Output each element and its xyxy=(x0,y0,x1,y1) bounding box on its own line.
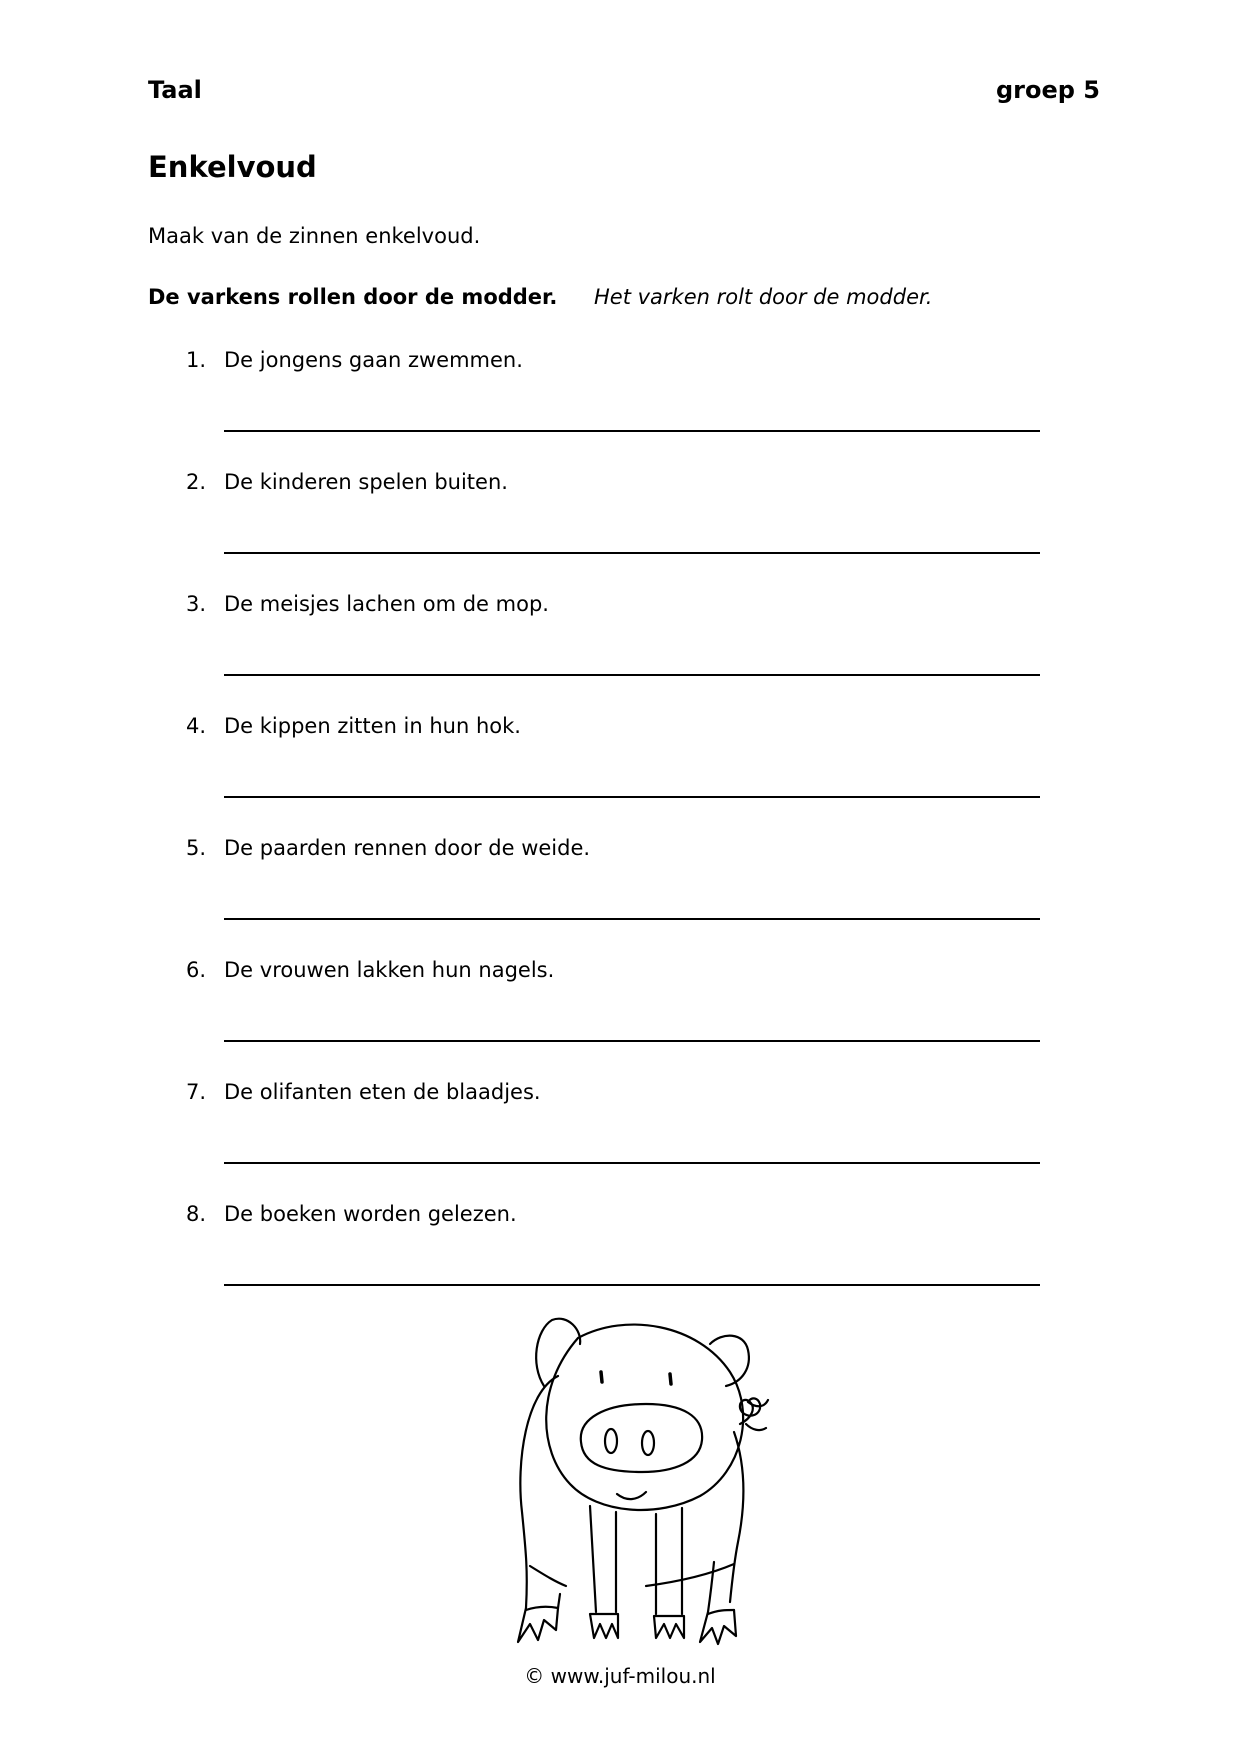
item-sentence: De meisjes lachen om de mop. xyxy=(224,592,549,616)
exercise-item xyxy=(0,348,1240,438)
answer-line[interactable] xyxy=(224,918,1040,920)
exercise-item xyxy=(0,592,1240,682)
answer-line[interactable] xyxy=(224,552,1040,554)
item-number: 3. xyxy=(185,592,206,616)
answer-line[interactable] xyxy=(224,430,1040,432)
item-number: 7. xyxy=(185,1080,206,1104)
exercise-item xyxy=(0,714,1240,804)
group-label: groep 5 xyxy=(995,76,1100,104)
item-sentence: De vrouwen lakken hun nagels. xyxy=(224,958,555,982)
item-sentence: De paarden rennen door de weide. xyxy=(224,836,591,860)
item-number: 5. xyxy=(185,836,206,860)
instruction-text: Maak van de zinnen enkelvoud. xyxy=(148,224,481,248)
item-sentence: De kinderen spelen buiten. xyxy=(224,470,508,494)
page-title: Enkelvoud xyxy=(148,150,317,184)
item-number: 4. xyxy=(185,714,206,738)
exercise-item xyxy=(0,1202,1240,1292)
answer-line[interactable] xyxy=(224,1162,1040,1164)
item-number: 8. xyxy=(185,1202,206,1226)
item-sentence: De kippen zitten in hun hok. xyxy=(224,714,521,738)
item-number: 1. xyxy=(185,348,206,372)
example-singular: Het varken rolt door de modder. xyxy=(594,285,933,309)
answer-line[interactable] xyxy=(224,1040,1040,1042)
item-sentence: De jongens gaan zwemmen. xyxy=(224,348,523,372)
exercise-item xyxy=(0,470,1240,560)
item-number: 6. xyxy=(185,958,206,982)
item-sentence: De boeken worden gelezen. xyxy=(224,1202,517,1226)
answer-line[interactable] xyxy=(224,796,1040,798)
example-plural: De varkens rollen door de modder. xyxy=(148,285,558,309)
item-sentence: De olifanten eten de blaadjes. xyxy=(224,1080,541,1104)
answer-line[interactable] xyxy=(224,674,1040,676)
answer-line[interactable] xyxy=(224,1284,1040,1286)
exercise-item xyxy=(0,958,1240,1048)
exercise-item xyxy=(0,836,1240,926)
pig-drawing-icon xyxy=(486,1312,816,1652)
footer-copyright: © www.juf-milou.nl xyxy=(524,1664,716,1688)
subject-label: Taal xyxy=(148,76,202,104)
exercise-item xyxy=(0,1080,1240,1170)
item-number: 2. xyxy=(185,470,206,494)
